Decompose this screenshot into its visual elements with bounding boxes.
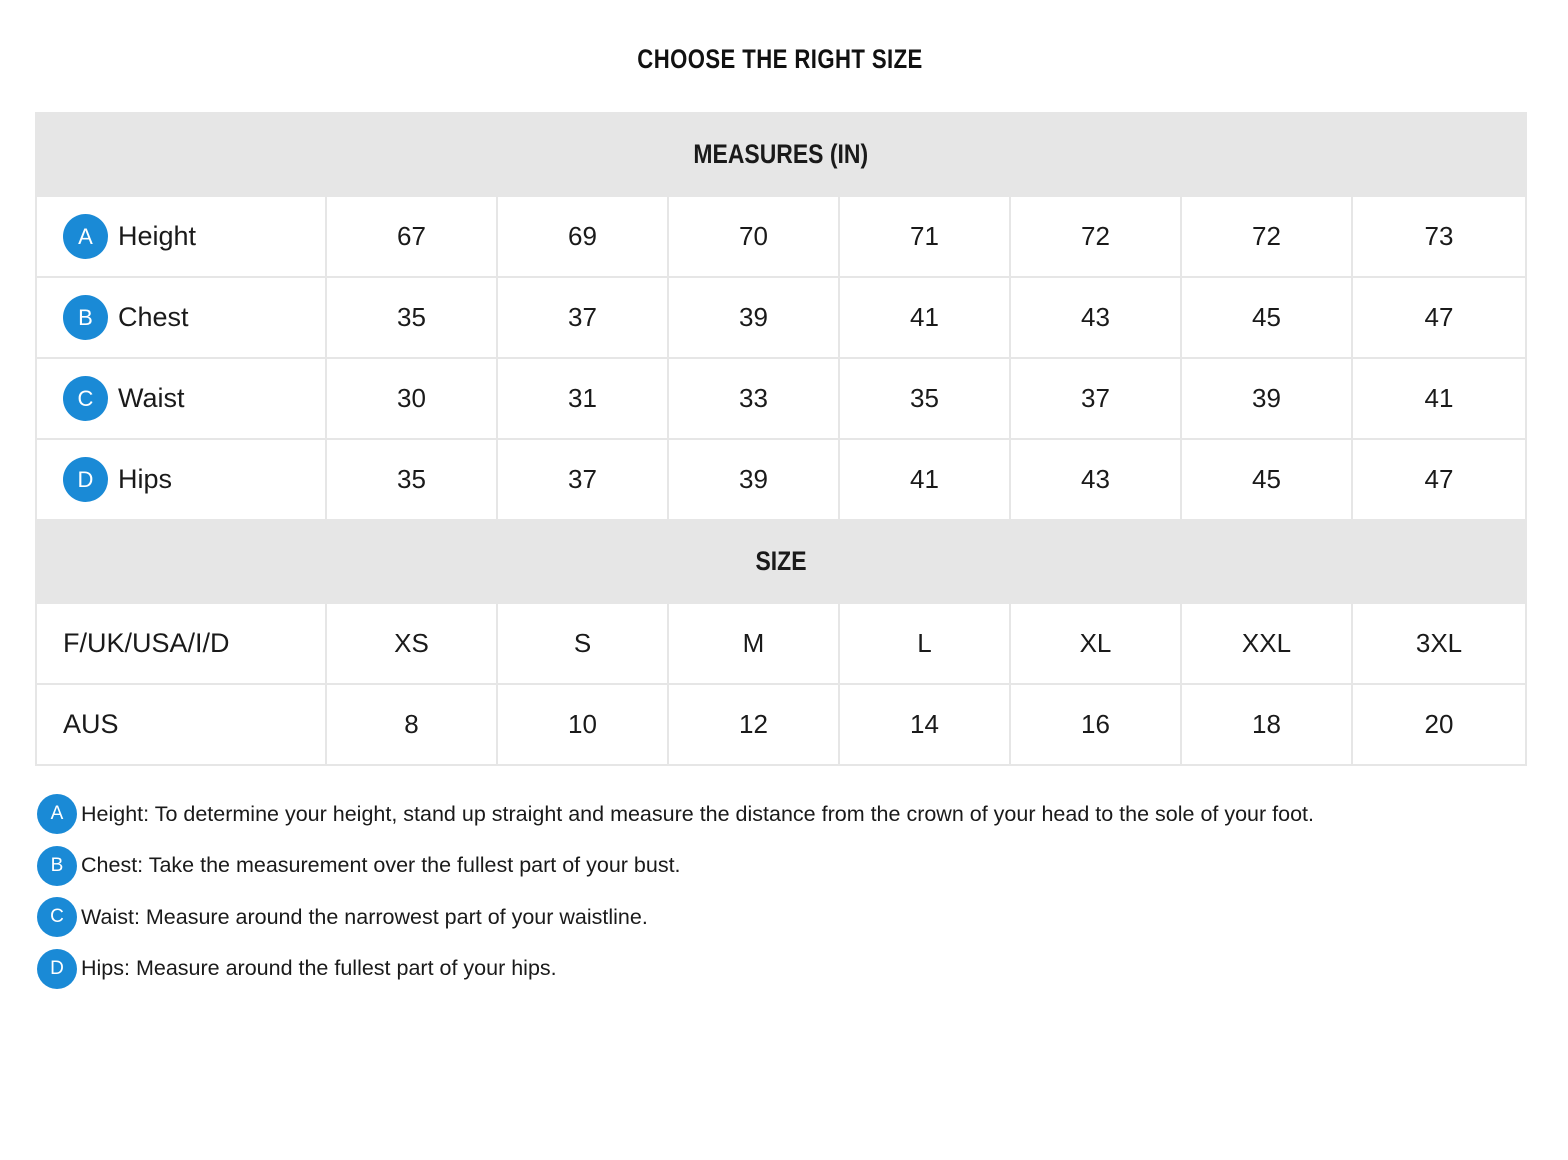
row-label-text: Hips (118, 464, 173, 494)
row-label-text: Waist (118, 383, 185, 413)
badge-d-icon: D (63, 457, 108, 502)
table-cell: 35 (839, 358, 1010, 439)
note-text: Chest: Take the measurement over the fullest part of your bust. (81, 853, 681, 877)
table-cell: 73 (1352, 196, 1526, 277)
row-label-text: Chest (118, 302, 189, 332)
table-cell: 37 (1010, 358, 1181, 439)
badge-d-icon: D (37, 949, 77, 989)
table-cell: 72 (1181, 196, 1352, 277)
size-chart-table (35, 112, 1527, 766)
table-cell: 67 (326, 196, 497, 277)
table-cell: L (839, 603, 1010, 684)
table-cell: 47 (1352, 439, 1526, 520)
size-row-f-uk-usa-i-d (36, 603, 1526, 684)
table-cell: 3XL (1352, 603, 1526, 684)
note-text: Height: To determine your height, stand up straight and measure the distance from the crown of your head to the sole of your foot. (81, 801, 1314, 826)
table-cell: 12 (668, 684, 839, 765)
row-label (36, 439, 326, 520)
badge-a-icon: A (63, 214, 108, 259)
row-label: F/UK/USA/I/D (36, 603, 326, 684)
table-cell: 31 (497, 358, 668, 439)
table-cell: 47 (1352, 277, 1526, 358)
measurement-notes (37, 794, 1537, 1000)
table-cell: 16 (1010, 684, 1181, 765)
row-label (36, 358, 326, 439)
table-cell: 14 (839, 684, 1010, 765)
note-height (37, 794, 1537, 834)
table-cell: 45 (1181, 439, 1352, 520)
table-cell: 70 (668, 196, 839, 277)
page-title: CHOOSE THE RIGHT SIZE (637, 44, 923, 74)
measures-header: MEASURES (IN) (36, 113, 1526, 196)
note-hips (37, 949, 1537, 989)
table-cell: 30 (326, 358, 497, 439)
table-cell: 39 (668, 277, 839, 358)
size-header: SIZE (36, 520, 1526, 603)
badge-b-icon: B (63, 295, 108, 340)
table-cell: 72 (1010, 196, 1181, 277)
badge-b-icon: B (37, 846, 77, 886)
table-cell: 69 (497, 196, 668, 277)
table-cell: 20 (1352, 684, 1526, 765)
measure-row-height (36, 196, 1526, 277)
table-cell: 35 (326, 439, 497, 520)
table-cell: 39 (668, 439, 839, 520)
table-cell: M (668, 603, 839, 684)
measure-row-hips (36, 439, 1526, 520)
table-cell: 45 (1181, 277, 1352, 358)
table-cell: XL (1010, 603, 1181, 684)
note-waist (37, 897, 1537, 937)
row-label: AUS (36, 684, 326, 765)
note-chest (37, 846, 1537, 886)
table-cell: 41 (1352, 358, 1526, 439)
table-cell: 41 (839, 439, 1010, 520)
table-cell: 18 (1181, 684, 1352, 765)
table-cell: 71 (839, 196, 1010, 277)
badge-a-icon: A (37, 794, 77, 834)
table-cell: XS (326, 603, 497, 684)
row-label-text: Height (118, 221, 197, 251)
table-cell: 39 (1181, 358, 1352, 439)
size-header-row (36, 520, 1526, 603)
size-row-aus (36, 684, 1526, 765)
table-cell: XXL (1181, 603, 1352, 684)
badge-c-icon: C (63, 376, 108, 421)
table-cell: 35 (326, 277, 497, 358)
note-text: Waist: Measure around the narrowest part of your waistline. (81, 904, 648, 929)
table-cell: S (497, 603, 668, 684)
table-cell: 37 (497, 439, 668, 520)
note-text: Hips: Measure around the fullest part of your hips. (81, 956, 557, 980)
table-cell: 8 (326, 684, 497, 765)
row-label (36, 196, 326, 277)
measures-header-row (36, 113, 1526, 196)
badge-c-icon: C (37, 897, 77, 937)
measure-row-waist (36, 358, 1526, 439)
table-cell: 43 (1010, 277, 1181, 358)
table-cell: 43 (1010, 439, 1181, 520)
table-cell: 37 (497, 277, 668, 358)
table-cell: 41 (839, 277, 1010, 358)
table-cell: 10 (497, 684, 668, 765)
row-label (36, 277, 326, 358)
measure-row-chest (36, 277, 1526, 358)
table-cell: 33 (668, 358, 839, 439)
